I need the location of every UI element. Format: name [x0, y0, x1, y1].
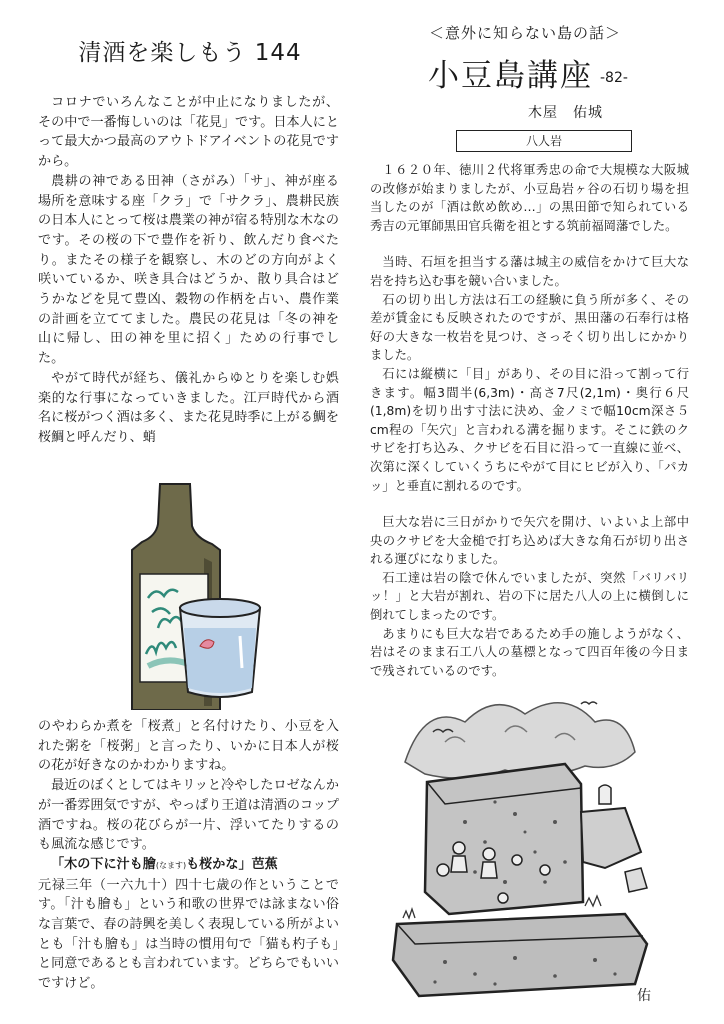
paragraph: コロナでいろんなことが中止になりましたが、その中で一番悔しいのは「花見」です。日本人にとって最大かつ最高のアウトドアイベントの花見ですから。: [38, 95, 339, 170]
article-title: 清酒を楽しもう 144: [78, 40, 302, 66]
paragraph-gap: [370, 235, 689, 253]
article-body-upper: [38, 93, 339, 448]
paragraph: やがて時代が経ち、儀礼からゆとりを楽しむ娯楽的な行事になっていきました。江戸時代から酒名に桜がつく酒は多く、また花見時季に上がる鯛を桜鯛と呼んだり、蛸: [38, 370, 339, 445]
paragraph: のやわらか煮を「桜煮」と名付けたり、小豆を入れた粥を「桜粥」と言ったり、いかに日本人が桜の花が好きなのかわかりますね。: [38, 719, 339, 774]
paragraph-gap: [370, 495, 689, 513]
sake-bottle-illustration: [92, 478, 292, 710]
series-title: 小豆島講座: [428, 58, 593, 94]
section-label: 八人岩: [456, 130, 632, 152]
island-article-body: [370, 161, 689, 680]
paragraph: 農耕の神である田神（さがみ）「サ」、神が座る場所を意味する座「クラ」で「サクラ」、農耕民族の日本人にとって桜は農業の神が宿る特別な木なのです。その桜の下で豊作を祈り、飲んだり食べたり。またその様子を観察し、木のどの方向がよく咲いているか、咲き具合はどうか、散り具合はどうかなどを見て豊凶、穀物の作柄を占い、農作業の計画を立ててました。農民の花見は「冬の神を山に帰し、田の神を里に招く」ための行事でした。: [38, 173, 339, 367]
series-subtitle: ＜意外に知らない島の話＞: [428, 24, 621, 42]
author-name: 木屋 佑城: [528, 105, 603, 121]
haiku-text: 「木の下に汁も膾: [51, 856, 156, 872]
paragraph: あまりにも巨大な岩であるため手の施しようがなく、岩はそのまま石工八人の墓標となって四百年後の今日まで残されているのです。: [370, 626, 689, 678]
haiku-line: [38, 855, 339, 876]
artist-signature: 佑: [637, 988, 651, 1004]
paragraph: 石工達は岩の陰で休んでいましたが、突然「バリバリッ！」と大岩が割れ、岩の下に居た八人の上に横倒しに倒れてしまったのです。: [370, 570, 689, 623]
paragraph: 最近のぼくとしてはキリッと冷やしたロゼなんかが一番雰囲気ですが、やっぱり王道は清酒のコップ酒ですね。桜の花びらが一片、浮いてたりするのも風流な感じです。: [38, 778, 339, 853]
series-number: -82-: [600, 70, 628, 86]
haiku-text-end: も桜かな」芭蕉: [186, 856, 278, 872]
article-body-lower: [38, 717, 339, 994]
paragraph: 元禄三年（一六九十）四十七歳の作ということです。「汁も膾も」という和歌の世界では詠まない俗な言葉で、春の詩興を美しく表現している所がよいとも「汁も膾も」は当時の慣用句で「猫も杓子も」と同意であるとも言われています。どちらでもいいですけど。: [38, 877, 339, 992]
eight-person-rock-illustration: [385, 692, 670, 1010]
haiku-ruby: (なます): [155, 860, 187, 870]
paragraph: 巨大な岩に三日がかりで矢穴を開け、いよいよ上部中央のクサビを大金槌で打ち込めば大きな角石が切り出される運びになりました。: [370, 515, 689, 567]
paragraph: 石の切り出し方法は石工の経験に負う所が多く、その差が賃金にも反映されたのですが、黒田藩の石奉行は格好の大きな一枚岩を見つけ、さっそく切り出しにかかりました。: [370, 292, 689, 363]
paragraph: 当時、石垣を担当する藩は城主の威信をかけて巨大な岩を持ち込む事を競い合いました。: [370, 255, 689, 288]
paragraph: 石には縦横に「目」があり、その目に沿って割って行きます。幅3間半(6,3m)・高さ7尺(2,1m)・奥行６尺(1,8m)を切り出す寸法に決め、金ノミで幅10cm深さ５cm程の「矢穴」と言われる溝を掘ります。そこに鉄のクサビを打ち込み、クサビを石目に沿って一直線に並べ、次第に深くしていくうちにやがて目にヒビが入り、「パカッ」と垂直に割れるのです。: [370, 366, 689, 493]
paragraph: １６２０年、徳川２代将軍秀忠の命で大規模な大阪城の改修が始まりましたが、小豆島岩ヶ谷の石切り場を担当したのが「酒は飲め飲め…」の黒田節で知られている秀吉の元軍師黒田官兵衛を祖とする筑前福岡藩でした。: [370, 163, 689, 233]
